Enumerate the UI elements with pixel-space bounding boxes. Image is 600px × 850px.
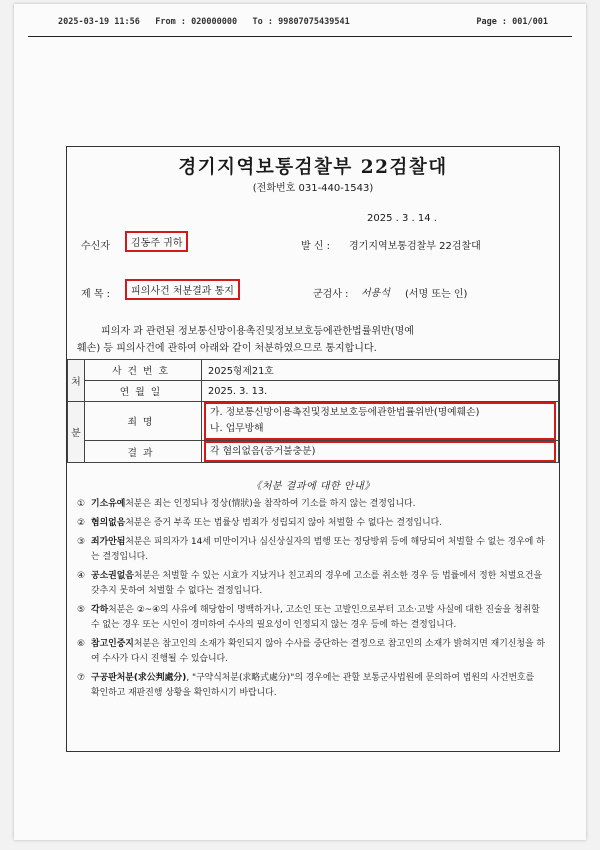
notice-document: [66, 146, 560, 752]
prosecutor-signature: 서용석: [361, 288, 390, 299]
table-row: [68, 381, 559, 402]
list-item: [77, 671, 545, 701]
guide-item-text: 처분은 처벌할 수 있는 시효가 지났거나 친고죄의 경우에 고소를 취소한 경우 등 법률에서 정한 처벌요건을 갖추지 못하여 처벌할 수 없다는 결정입니다.: [91, 571, 543, 596]
disposition-date-label: 연월일: [85, 381, 202, 402]
guide-item-text: 처분은 ②~④의 사유에 해당함이 명백하거나, 고소인 또는 고발인으로부터 고소·고발 사실에 대한 진술을 청취할 수 없는 경우 또는 시인이 경미하여 수사의 필요성이 인정되지 않는 경우 등에 하는 결정입니다.: [91, 605, 540, 630]
guide-item-number: ⑥: [77, 639, 85, 649]
charge-item-2: 나. 업무방해: [210, 423, 264, 434]
list-item: [77, 603, 545, 633]
table-row: [68, 360, 559, 381]
body-line-2: 훼손) 등 피의사건에 관하여 아래와 같이 처분하였으므로 통지합니다.: [77, 343, 377, 354]
result-highlight: 각 혐의없음(증거불충분): [204, 441, 556, 462]
guide-item-number: ①: [77, 499, 85, 509]
guide-item-text: 처분은 참고인의 소재가 확인되지 않아 수사를 중단하는 결정으로 참고인의 소재가 밝혀지면 재기신청을 하여 수사가 다시 진행될 수 있습니다.: [91, 639, 545, 664]
guide-item-text: 처분은 죄는 인정되나 정상(情狀)을 참작하여 기소를 하지 않는 결정입니다.: [125, 499, 416, 509]
subject-label: 제 목 :: [81, 289, 111, 300]
charge-highlight: [204, 402, 556, 440]
guide-item-term: 혐의없음: [91, 518, 126, 528]
guide-item-number: ③: [77, 537, 85, 547]
guide-list: [77, 497, 545, 705]
disposition-side-top: 처: [68, 360, 85, 402]
table-row: [68, 402, 559, 441]
charge-cell: [202, 402, 559, 441]
guide-item-term: 각하: [91, 605, 109, 615]
notice-title: 경기지역보통검찰부 22검찰대: [178, 157, 448, 178]
office-phone: (전화번호 031-440-1543): [252, 183, 374, 194]
body-line-1: 피의자 과 관련된 정보통신망이용촉진및정보보호등에관한법률위반(명예: [101, 326, 414, 337]
sender-label: 발 신 :: [301, 241, 331, 252]
recipient-name: 김동주 귀하: [125, 231, 188, 252]
list-item: [77, 516, 545, 531]
guide-item-text: 처분은 피의자가 14세 미만이거나 심신상실자의 범행 또는 정당방위 등에 해당되어 처벌할 수 없는 경우에 하는 결정입니다.: [91, 537, 545, 562]
guide-item-term: 죄가안됨: [91, 537, 126, 547]
guide-item-number: ④: [77, 571, 85, 581]
case-number-label: 사건번호: [85, 360, 202, 381]
fax-header: [58, 17, 548, 27]
disposition-table: [67, 359, 559, 463]
fax-page: [14, 4, 586, 840]
guide-title: 《처분 결과에 대한 안내》: [251, 481, 375, 492]
fax-from: From : 020000000: [155, 17, 238, 27]
result-cell: [202, 441, 559, 463]
list-item: [77, 637, 545, 667]
notice-date: 2025 . 3 . 14 .: [367, 213, 437, 224]
guide-item-text: , "구약식처분(求略式處分)"의 경우에는 관할 보통군사법원에 문의하여 법원의 사건번호를 확인하고 재판진행 상황을 확인하시기 바랍니다.: [91, 673, 535, 698]
guide-item-number: ⑤: [77, 605, 85, 615]
charge-item-1: 가. 정보통신망이용촉진및정보보호등에관한법률위반(명예훼손): [210, 407, 480, 418]
disposition-date-value: 2025. 3. 13.: [202, 381, 559, 402]
guide-item-term: 참고인중지: [91, 639, 134, 649]
recipient-label: 수신자: [81, 241, 110, 252]
charge-label: 죄명: [85, 402, 202, 441]
fax-to: To : 99807075439541: [252, 17, 350, 27]
list-item: [77, 497, 545, 512]
fax-page-count: Page : 001/001: [476, 17, 548, 27]
disposition-side-bottom: 분: [68, 402, 85, 463]
guide-item-term: 공소권없음: [91, 571, 134, 581]
list-item: [77, 569, 545, 599]
subject-text: 피의사건 처분결과 통지: [125, 279, 240, 300]
guide-item-term: 구공판처분(求公判處分): [91, 673, 187, 683]
list-item: [77, 535, 545, 565]
guide-item-number: ⑦: [77, 673, 85, 683]
guide-item-text: 처분은 증거 부족 또는 법률상 범죄가 성립되지 않아 처벌할 수 없다는 결정입니다.: [125, 518, 443, 528]
result-label: 결과: [85, 441, 202, 463]
prosecutor-label: 군검사 :: [313, 289, 349, 300]
guide-item-number: ②: [77, 518, 85, 528]
case-number-value: 2025형제21호: [202, 360, 559, 381]
signature-note: (서명 또는 인): [405, 289, 468, 300]
fax-datetime: 2025-03-19 11:56: [58, 17, 140, 27]
fax-header-rule: [28, 36, 572, 37]
guide-item-term: 기소유예: [91, 499, 126, 509]
table-row: [68, 441, 559, 463]
sender-name: 경기지역보통검찰부 22검찰대: [349, 241, 481, 252]
